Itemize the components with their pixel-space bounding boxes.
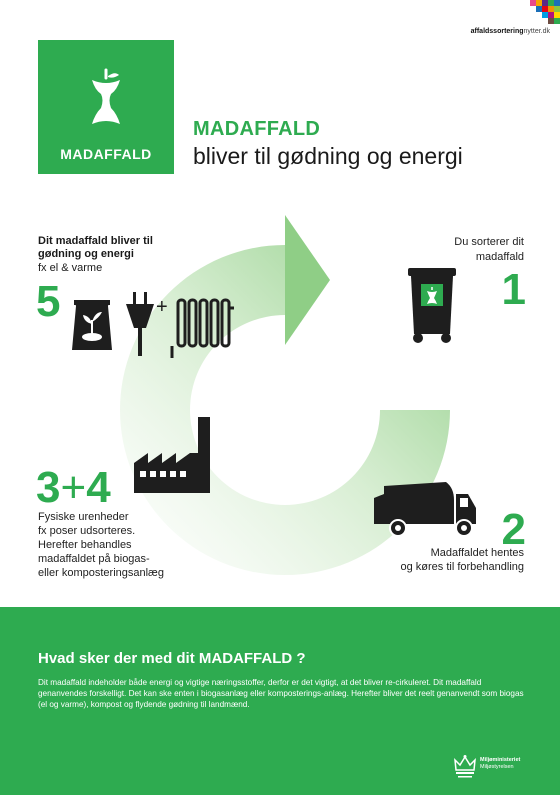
factory-icon: [130, 415, 214, 495]
pixel-mosaic-decoration: [500, 0, 560, 44]
plus-sign: +: [156, 296, 168, 318]
wheelie-bin-icon: [406, 264, 458, 344]
step34-number: 3+4: [36, 463, 111, 512]
step2-number: 2: [501, 505, 526, 554]
compost-bag-icon: [68, 296, 116, 354]
ministry-name: Miljøministeriet: [480, 757, 521, 763]
apple-core-icon: [84, 68, 128, 132]
plug-icon: [124, 290, 156, 358]
step5-subtitle: fx el & varme: [38, 262, 103, 274]
step5-title: Dit madaffald bliver til gødning og energi: [38, 235, 153, 260]
garbage-truck-icon: [370, 478, 480, 540]
ministry-subname: Miljøstyrelsen: [480, 764, 514, 770]
step34-text: Fysiske urenheder fx poser udsorteres. Herefter behandles madaffaldet på biogas- eller komposteringsanlæg: [38, 511, 164, 579]
site-url[interactable]: affaldssorteringnytter.dk: [470, 28, 550, 35]
madaffald-logo: [38, 40, 174, 174]
page-title: MADAFFALD: [193, 118, 321, 140]
info-body-text: Dit madaffald indeholder både energi og vigtige næringsstoffer, derfor er det vigtigt, at det bliver re-cirkuleret. Dit madaffald genanvendes forskelligt. Det kan ske enten i biogasanlæg eller komposterings-anlæg. Herefter bliver det reelt genanvendt som biogas (el og varme), kompost og flydende gødning til landmænd.: [38, 678, 524, 709]
step1-text: Du sorterer dit madaffald: [454, 236, 524, 263]
step2-text: Madaffaldet hentes og køres til forbehandling: [400, 547, 524, 573]
crown-icon: [453, 754, 477, 780]
step1-number: 1: [501, 265, 526, 314]
page-subtitle: bliver til gødning og energi: [193, 143, 463, 169]
logo-label: MADAFFALD: [60, 146, 152, 162]
info-question: Hvad sker der med dit MADAFFALD ?: [38, 650, 306, 667]
radiator-icon: [170, 296, 236, 360]
step5-number: 5: [36, 277, 61, 326]
